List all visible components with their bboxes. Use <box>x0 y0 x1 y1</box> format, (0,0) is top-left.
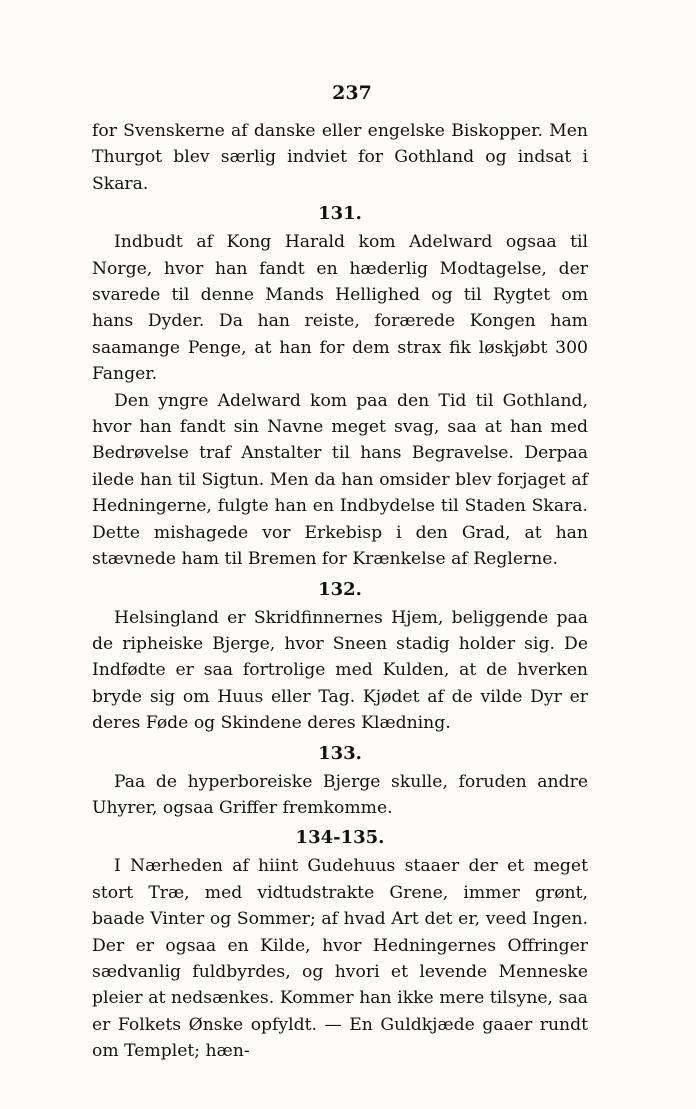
paragraph: Den yngre Adelward kom paa den Tid til Gothland, hvor han fandt sin Navne meget svag, saa at han med Bedrøvelse traf Anstalter til hans Begravelse. Derpaa ilede han til Sigtun. Men da han omsider blev forjaget af Hedningerne, fulgte han en Indbydelse til Staden Skara. Dette mishagede vor Erkebisp i den Grad, at han stævnede ham til Bremen for Krænkelse af Reglerne. <box>92 390 588 570</box>
paragraph: Helsingland er Skridfinnernes Hjem, beliggende paa de ripheiske Bjerge, hvor Sneen stadig holder sig. De Indfødte er saa fortrolige med Kulden, at de hverken bryde sig om Huus eller Tag. Kjødet af de vilde Dyr er deres Føde og Skindene deres Klædning. <box>92 607 588 734</box>
section-heading: 132. <box>318 578 362 600</box>
paragraph: Indbudt af Kong Harald kom Adelward ogsaa til Norge, hvor han fandt en hæderlig Modtagelse, der svarede til denne Mands Hellighed og til Rygtet om hans Dyder. Da han reiste, forærede Kongen ham saamange Penge, at han for dem strax fik løskjøbt 300 Fanger. <box>92 232 588 385</box>
section-heading: 131. <box>318 203 362 225</box>
paragraph: I Nærheden af hiint Gudehuus staaer der et meget stort Træ, med vidtudstrakte Grene, immer grønt, baade Vinter og Sommer; af hvad Art det er, veed Ingen. Der er ogsaa en Kilde, hvor Hedningernes Offringer sædvanlig fuldbyrdes, og hvori et levende Menneske pleier at nedsænkes. Kommer han ikke mere tilsyne, saa er Folkets Ønske opfyldt. — En Guldkjæde gaaer rundt om Templet; hæn- <box>92 856 588 1062</box>
paragraph: Paa de hyperboreiske Bjerge skulle, foruden andre Uhyrer, ogsaa Griffer fremkomme. <box>92 771 588 818</box>
page-number: 237 <box>332 82 372 104</box>
section-heading: 134-135. <box>295 827 385 849</box>
paragraph: for Svenskerne af danske eller engelske Biskopper. Men Thurgot blev særlig indviet for Gothland og indsat i Skara. <box>92 121 588 194</box>
section-heading: 133. <box>318 742 362 764</box>
